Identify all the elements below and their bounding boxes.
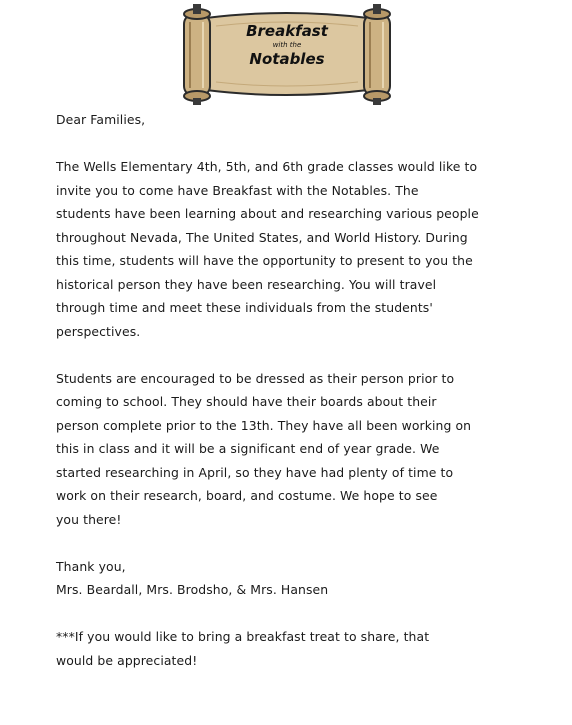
signature: Mrs. Beardall, Mrs. Brodsho, & Mrs. Hansen xyxy=(56,582,329,597)
banner-title-line3: Notables xyxy=(249,50,325,68)
paragraph-invitation: The Wells Elementary 4th, 5th, and 6th grade classes would like to invite you to come have Breakfast with the Notables. The students have been learning about and researching various people throughout Nevada, The United States, and World History. During this time, students will have the opportunity to present to you the historical person they have been researching. You will travel through time and meet these individuals from the students' perspectives. xyxy=(56,159,479,339)
spacer xyxy=(56,132,536,156)
paragraph-instructions: Students are encouraged to be dressed as their person prior to coming to school. They should have their boards about their person complete prior to the 13th. They have all been working on this in class and it will be a significant end of year grade. We started researching in April, so they have had plenty of time to work on their research, board, and costume. We hope to see you there! xyxy=(56,370,472,527)
banner-title-line1: Breakfast xyxy=(246,22,328,40)
greeting: Dear Families, xyxy=(56,112,146,127)
letter-body xyxy=(56,108,536,672)
spacer xyxy=(56,531,536,555)
closing: Thank you, xyxy=(56,558,126,574)
spacer xyxy=(56,343,536,367)
banner-title xyxy=(216,22,358,68)
postscript: ***If you would like to bring a breakfast treat to share, that would be appreciated! xyxy=(56,629,430,668)
banner-title-line2: with the xyxy=(272,41,302,49)
spacer xyxy=(56,602,536,626)
scroll-banner xyxy=(176,2,398,106)
